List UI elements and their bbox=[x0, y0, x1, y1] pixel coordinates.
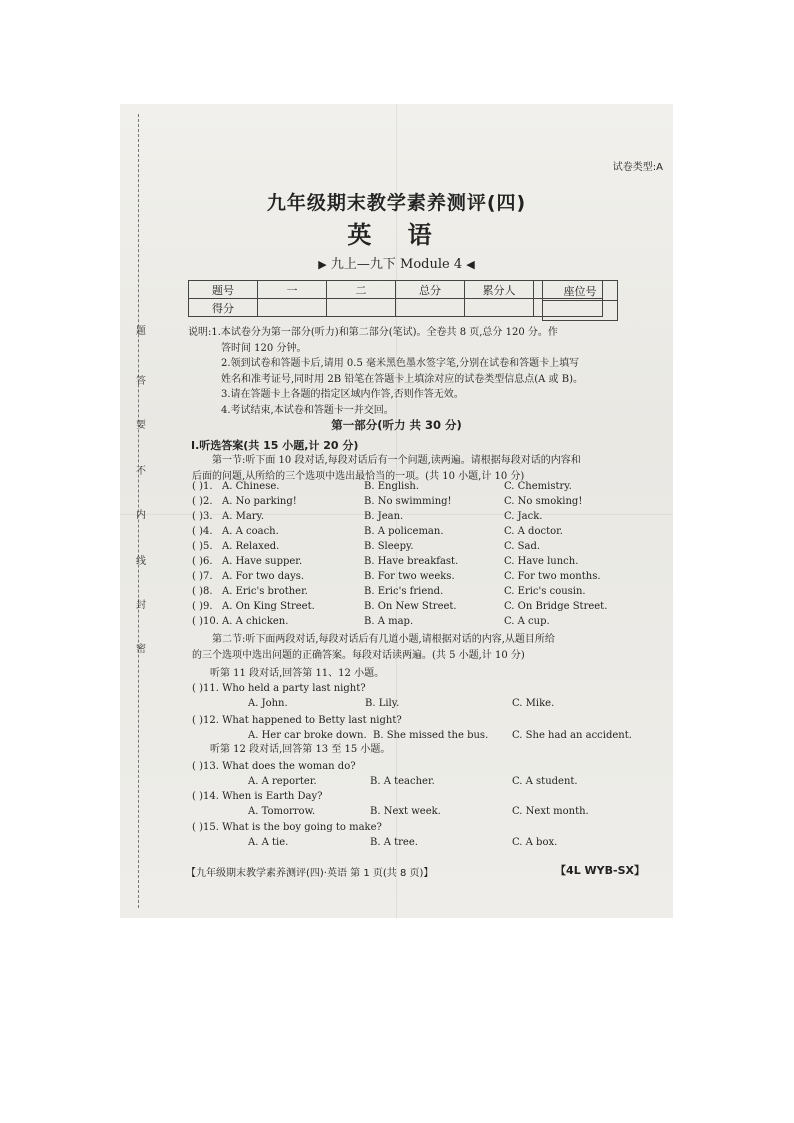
option-a: A. Relaxed. bbox=[222, 541, 280, 552]
scope-banner bbox=[120, 253, 673, 272]
question-number: ( )2. bbox=[192, 496, 213, 507]
option-a: A. Have supper. bbox=[222, 556, 303, 567]
option-a: A. No parking! bbox=[222, 496, 297, 507]
option-c: C. On Bridge Street. bbox=[504, 601, 608, 612]
note-line: 姓名和准考证号,同时用 2B 铅笔在答题卡上填涂对应的试卷类型信息点(A 或 B)。 bbox=[221, 373, 583, 385]
option-c: C. A box. bbox=[512, 837, 558, 848]
option-b: B. She missed the bus. bbox=[373, 730, 489, 741]
part1-heading: 第一部分(听力 共 30 分) bbox=[331, 418, 462, 432]
option-c: C. A doctor. bbox=[504, 526, 563, 537]
note-line: 2.领到试卷和答题卡后,请用 0.5 毫米黑色墨水签字笔,分别在试卷和答题卡上填写 bbox=[221, 358, 580, 369]
scope-text: 九上—九下 Module 4 bbox=[330, 257, 463, 272]
question-stem: ( )14. When is Earth Day? bbox=[192, 791, 323, 802]
question-number: ( )5. bbox=[192, 541, 213, 552]
question-row bbox=[192, 601, 662, 616]
option-b: B. A policeman. bbox=[364, 526, 444, 537]
option-a: A. Chinese. bbox=[222, 481, 280, 492]
option-a: A. On King Street. bbox=[222, 601, 315, 612]
option-a: A. A tie. bbox=[248, 837, 289, 848]
score-cell[interactable] bbox=[327, 299, 396, 317]
option-a: A. A coach. bbox=[222, 526, 279, 537]
question-number: ( )6. bbox=[192, 556, 213, 567]
option-b: B. No swimming! bbox=[364, 496, 452, 507]
option-c: C. A cup. bbox=[504, 616, 550, 627]
option-a: A. Eric's brother. bbox=[222, 586, 308, 597]
option-b: B. Eric's friend. bbox=[364, 586, 444, 597]
triangle-left-icon: ◀ bbox=[466, 258, 475, 271]
option-c: C. For two months. bbox=[504, 571, 601, 582]
option-b: B. A map. bbox=[364, 616, 414, 627]
exam-paper bbox=[120, 104, 673, 918]
option-b: B. On New Street. bbox=[364, 601, 457, 612]
exam-notes bbox=[188, 325, 658, 418]
score-cell[interactable] bbox=[396, 299, 465, 317]
score-row-label: 得分 bbox=[189, 299, 258, 317]
dialog12-intro: 听第 12 段对话,回答第 13 至 15 小题。 bbox=[210, 744, 391, 755]
question-options bbox=[192, 730, 662, 745]
option-c: C. Chemistry. bbox=[504, 481, 572, 492]
option-b: B. Have breakfast. bbox=[364, 556, 459, 567]
option-c: C. Have lunch. bbox=[504, 556, 579, 567]
question-stem: ( )13. What does the woman do? bbox=[192, 761, 356, 772]
option-c: C. No smoking! bbox=[504, 496, 583, 507]
question-options bbox=[192, 698, 662, 713]
option-b: B. Lily. bbox=[365, 698, 400, 709]
score-header-cell: 二 bbox=[327, 281, 396, 299]
question-row bbox=[192, 556, 662, 571]
question-row bbox=[192, 481, 662, 496]
score-cell[interactable] bbox=[258, 299, 327, 317]
section1-heading: Ⅰ.听选答案(共 15 小题,计 20 分) bbox=[191, 439, 359, 452]
instruction-line: 第一节:听下面 10 段对话,每段对话后有一个问题,读两遍。请根据每段对话的内容和 bbox=[212, 455, 581, 466]
triangle-right-icon: ▶ bbox=[318, 258, 327, 271]
exam-title: 九年级期末教学素养测评(四) bbox=[266, 192, 527, 214]
question-number: ( )7. bbox=[192, 571, 213, 582]
option-c: C. Next month. bbox=[512, 806, 589, 817]
question-row bbox=[192, 586, 662, 601]
seat-label: 座位号 bbox=[543, 281, 618, 301]
option-a: A. For two days. bbox=[222, 571, 305, 582]
page-footer: 【九年级期末教学素养测评(四)·英语 第 1 页(共 8 页)】 bbox=[186, 868, 434, 879]
question-number: ( )3. bbox=[192, 511, 213, 522]
question-row bbox=[192, 496, 662, 511]
option-c: C. Jack. bbox=[504, 511, 543, 522]
option-a: A. Tomorrow. bbox=[248, 806, 316, 817]
question-number: ( )10. bbox=[192, 616, 219, 627]
question-row bbox=[192, 541, 662, 556]
seat-table bbox=[542, 280, 618, 321]
option-a: A. A reporter. bbox=[248, 776, 317, 787]
paper-type-label: 试卷类型:A bbox=[612, 162, 663, 173]
score-table bbox=[188, 280, 603, 317]
option-a: A. Mary. bbox=[222, 511, 265, 522]
score-header-cell: 一 bbox=[258, 281, 327, 299]
option-a: A. A chicken. bbox=[222, 616, 289, 627]
option-b: B. Jean. bbox=[364, 511, 404, 522]
paper-code: 【4L WYB-SX】 bbox=[555, 864, 645, 877]
score-header-cell: 题号 bbox=[189, 281, 258, 299]
dialog11-intro: 听第 11 段对话,回答第 11、12 小题。 bbox=[210, 668, 385, 679]
instruction-line: 的三个选项中选出问题的正确答案。每段对话读两遍。(共 5 小题,计 10 分) bbox=[192, 650, 525, 661]
score-cell[interactable] bbox=[465, 299, 534, 317]
option-b: B. Next week. bbox=[370, 806, 441, 817]
margin-char: 线 bbox=[136, 556, 146, 567]
score-header-cell: 累分人 bbox=[465, 281, 534, 299]
margin-char: 密 bbox=[136, 644, 146, 655]
margin-char: 题 bbox=[136, 326, 146, 337]
option-b: B. A teacher. bbox=[370, 776, 435, 787]
option-c: C. She had an accident. bbox=[512, 730, 632, 741]
option-b: B. For two weeks. bbox=[364, 571, 455, 582]
margin-char: 答 bbox=[136, 376, 146, 387]
score-header-cell: 总分 bbox=[396, 281, 465, 299]
instruction-line: 第二节:听下面两段对话,每段对话后有几道小题,请根据对话的内容,从题目所给 bbox=[212, 634, 555, 645]
option-c: C. Sad. bbox=[504, 541, 541, 552]
margin-char: 不 bbox=[136, 466, 146, 477]
note-line: 说明:1.本试卷分为第一部分(听力)和第二部分(笔试)。全卷共 8 页,总分 120 分。作 bbox=[188, 327, 558, 338]
option-c: C. Mike. bbox=[512, 698, 555, 709]
option-b: B. English. bbox=[364, 481, 419, 492]
question-number: ( )9. bbox=[192, 601, 213, 612]
question-number: ( )1. bbox=[192, 481, 213, 492]
question-stem: ( )15. What is the boy going to make? bbox=[192, 822, 382, 833]
note-line: 答时间 120 分钟。 bbox=[221, 342, 307, 354]
question-stem: ( )12. What happened to Betty last night? bbox=[192, 715, 402, 726]
question-options bbox=[192, 837, 662, 852]
subject-title: 英 语 bbox=[347, 220, 446, 249]
instruction-line: 后面的问题,从所给的三个选项中选出最恰当的一项。(共 10 小题,计 10 分) bbox=[192, 471, 525, 482]
option-c: C. A student. bbox=[512, 776, 578, 787]
seat-cell[interactable] bbox=[543, 301, 618, 321]
margin-char: 封 bbox=[136, 600, 146, 611]
question-row bbox=[192, 526, 662, 541]
question-row bbox=[192, 511, 662, 526]
option-a: A. John. bbox=[248, 698, 288, 709]
question-number: ( )8. bbox=[192, 586, 213, 597]
question-number: ( )4. bbox=[192, 526, 213, 537]
question-row bbox=[192, 571, 662, 586]
section1-part2-instructions bbox=[192, 632, 658, 664]
option-a: A. Her car broke down. bbox=[248, 730, 367, 741]
question-options bbox=[192, 806, 662, 821]
margin-char: 要 bbox=[136, 420, 146, 431]
option-b: B. Sleepy. bbox=[364, 541, 414, 552]
option-c: C. Eric's cousin. bbox=[504, 586, 586, 597]
option-b: B. A tree. bbox=[370, 837, 418, 848]
question-stem: ( )11. Who held a party last night? bbox=[192, 683, 366, 694]
margin-char: 内 bbox=[136, 510, 146, 521]
question-options bbox=[192, 776, 662, 791]
note-line: 4.考试结束,本试卷和答题卡一并交回。 bbox=[221, 404, 394, 416]
question-row bbox=[192, 616, 662, 631]
note-line: 3.请在答题卡上各题的指定区域内作答,否则作答无效。 bbox=[221, 389, 464, 400]
